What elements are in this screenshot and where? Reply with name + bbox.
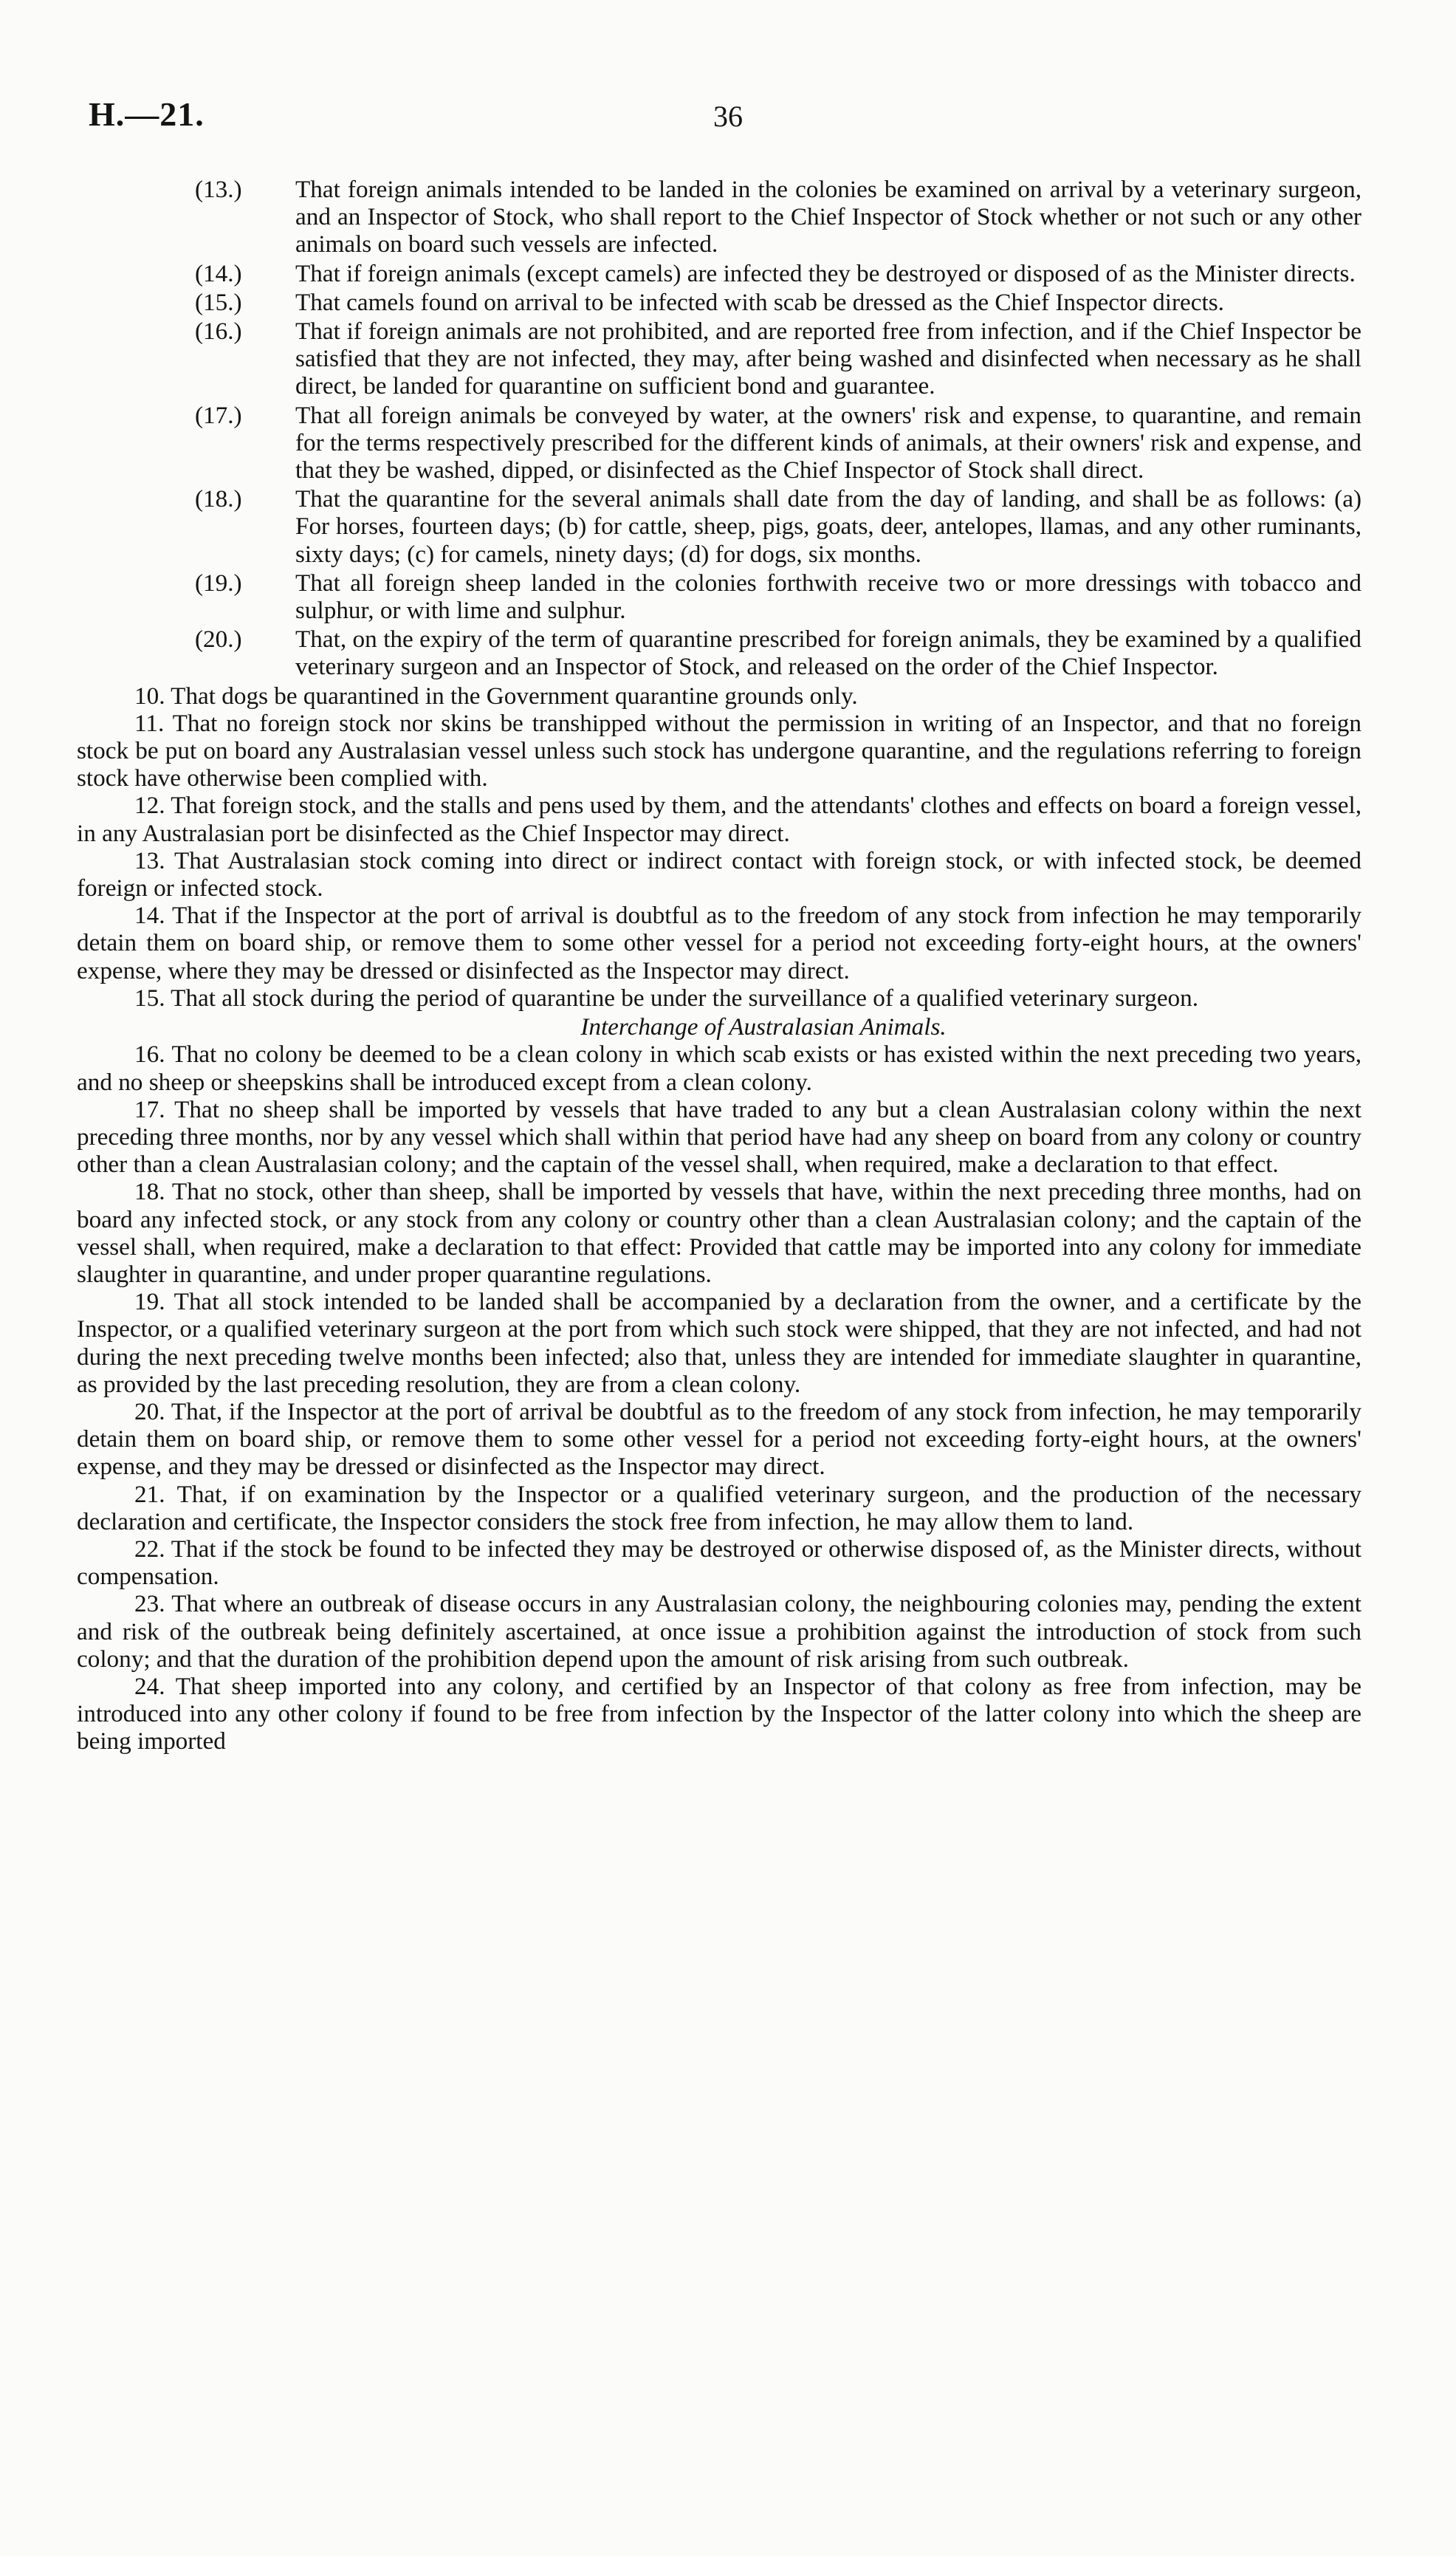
- sub-item-label: (19.): [195, 569, 242, 597]
- resolution-paragraph: 16. That no colony be deemed to be a clean colony in which scab exists or has existed within the next preceding two years, and no sheep or sheepskins shall be introduced except from a clean colony.: [77, 1041, 1361, 1096]
- sub-item: [77, 289, 1361, 316]
- sub-item: [77, 260, 1361, 287]
- page-number: 36: [713, 100, 743, 133]
- sub-item: [77, 569, 1361, 624]
- sub-item-text: That foreign animals intended to be landed in the colonies be examined on arrival by a veterinary surgeon, and an Inspector of Stock, who shall report to the Chief Inspector of Stock whether or not such or any other animals on board such vessels are infected.: [295, 176, 1361, 258]
- resolution-paragraph: 22. That if the stock be found to be infected they may be destroyed or otherwise disposed of, as the Minister directs, without compensation.: [77, 1535, 1361, 1591]
- resolution-list-interchange: [77, 1041, 1361, 1755]
- sub-item-list: [77, 176, 1361, 681]
- document-reference: H.—21.: [89, 95, 205, 133]
- sub-item-text: That if foreign animals (except camels) are infected they be destroyed or disposed of as the Minister directs.: [295, 259, 1356, 287]
- sub-item: [77, 485, 1361, 568]
- sub-item-text: That the quarantine for the several animals shall date from the day of landing, and shall be as follows: (a) For horses, fourteen days; (b) for cattle, sheep, pigs, goats, deer, antelopes, llamas, and any other ruminants, sixty days; (c) for camels, ninety days; (d) for dogs, six months.: [295, 485, 1361, 568]
- resolution-paragraph: 24. That sheep imported into any colony, and certified by an Inspector of that colony as free from infection, may be introduced into any other colony if found to be free from infection by the Inspector of the latter colony into which the sheep are being imported: [77, 1672, 1361, 1755]
- sub-item-text: That all foreign animals be conveyed by water, at the owners' risk and expense, to quarantine, and remain for the terms respectively prescribed for the different kinds of animals, at their owners' risk and expense, and that they be washed, dipped, or disinfected as the Chief Inspector of Stock shall direct.: [295, 401, 1361, 484]
- sub-item-label: (17.): [195, 401, 242, 429]
- sub-item: [77, 176, 1361, 258]
- sub-item-text: That, on the expiry of the term of quarantine prescribed for foreign animals, they be examined by a qualified veterinary surgeon and an Inspector of Stock, and released on the order of the Chief Inspector.: [295, 626, 1361, 681]
- resolution-paragraph: 21. That, if on examination by the Inspector or a qualified veterinary surgeon, and the production of the necessary declaration and certificate, the Inspector considers the stock free from infection, he may allow them to land.: [77, 1480, 1361, 1535]
- sub-item: [77, 402, 1361, 484]
- resolution-paragraph: 10. That dogs be quarantined in the Government quarantine grounds only.: [134, 682, 858, 710]
- sub-item-label: (18.): [195, 485, 242, 513]
- resolution-paragraph: 17. That no sheep shall be imported by vessels that have traded to any but a clean Australasian colony within the next preceding three months, nor by any vessel which shall within that period have had any sheep on board from any colony or country other than a clean Australasian colony; and the captain of the vessel shall, when required, make a declaration to that effect.: [77, 1095, 1361, 1179]
- section-heading: Interchange of Australasian Animals.: [580, 1013, 947, 1041]
- resolution-paragraph: 13. That Australasian stock coming into direct or indirect contact with foreign stock, or with infected stock, be deemed foreign or infected stock.: [77, 846, 1361, 902]
- page-header: [0, 95, 1456, 146]
- resolution-list: [77, 682, 1361, 1012]
- resolution-paragraph: 18. That no stock, other than sheep, shall be imported by vessels that have, within the next preceding three months, had on board any infected stock, or any stock from any colony or country other than a clean Australasian colony; and the captain of the vessel shall, when required, make a declaration to that effect: Provided that cattle may be imported into any colony for immediate slaughter in quarantine, and under proper quarantine regulations.: [77, 1178, 1361, 1288]
- sub-item-label: (14.): [195, 259, 242, 287]
- resolution-paragraph: 11. That no foreign stock nor skins be transhipped without the permission in writing of an Inspector, and that no foreign stock be put on board any Australasian vessel unless such stock has undergone quarantine, and the regulations referring to foreign stock have otherwise been complied with.: [77, 709, 1361, 792]
- sub-item-text: That if foreign animals are not prohibited, and are reported free from infection, and if the Chief Inspector be satisfied that they are not infected, they may, after being washed and disinfected when necessary as he shall direct, be landed for quarantine on sufficient bond and guarantee.: [295, 318, 1361, 400]
- resolution-paragraph: 23. That where an outbreak of disease occurs in any Australasian colony, the neighbouring colonies may, pending the extent and risk of the outbreak being definitely ascertained, at once issue a prohibition against the introduction of stock from such colony; and that the duration of the prohibition depend upon the amount of risk arising from such outbreak.: [77, 1590, 1361, 1673]
- sub-item-label: (15.): [195, 288, 242, 316]
- resolution-paragraph: 12. That foreign stock, and the stalls and pens used by them, and the attendants' clothes and effects on board a foreign vessel, in any Australasian port be disinfected as the Chief Inspector may direct.: [77, 792, 1361, 847]
- resolution-paragraph: 20. That, if the Inspector at the port of arrival be doubtful as to the freedom of any stock from infection, he may temporarily detain them on board ship, or remove them to some other vessel for a period not exceeding forty-eight hours, at the owners' expense, and they may be dressed or disinfected as the Inspector may direct.: [77, 1397, 1361, 1481]
- sub-item-label: (20.): [195, 626, 242, 654]
- sub-item: [77, 626, 1361, 680]
- resolution-paragraph: 15. That all stock during the period of quarantine be under the surveillance of a qualified veterinary surgeon.: [134, 984, 1199, 1012]
- sub-item-text: That camels found on arrival to be infected with scab be dressed as the Chief Inspector directs.: [295, 288, 1224, 316]
- sub-item-label: (13.): [195, 176, 242, 203]
- sub-item-text: That all foreign sheep landed in the colonies forthwith receive two or more dressings with tobacco and sulphur, or with lime and sulphur.: [295, 569, 1361, 625]
- resolution-paragraph: 14. That if the Inspector at the port of arrival is doubtful as to the freedom of any stock from infection he may temporarily detain them on board ship, or remove them to some other vessel for a period not exceeding forty-eight hours, at the owners' expense, where they may be dressed or disinfected as the Inspector may direct.: [77, 902, 1361, 984]
- sub-item-label: (16.): [195, 318, 242, 346]
- sub-item: [77, 318, 1361, 400]
- resolution-paragraph: 19. That all stock intended to be landed shall be accompanied by a declaration from the owner, and a certificate by the Inspector, or a qualified veterinary surgeon at the port from which such stock were shipped, that they are not infected, and had not during the next preceding twelve months been infected; also that, unless they are intended for immediate slaughter in quarantine, as provided by the last preceding resolution, they are from a clean colony.: [77, 1288, 1361, 1398]
- document-body: [77, 176, 1361, 1755]
